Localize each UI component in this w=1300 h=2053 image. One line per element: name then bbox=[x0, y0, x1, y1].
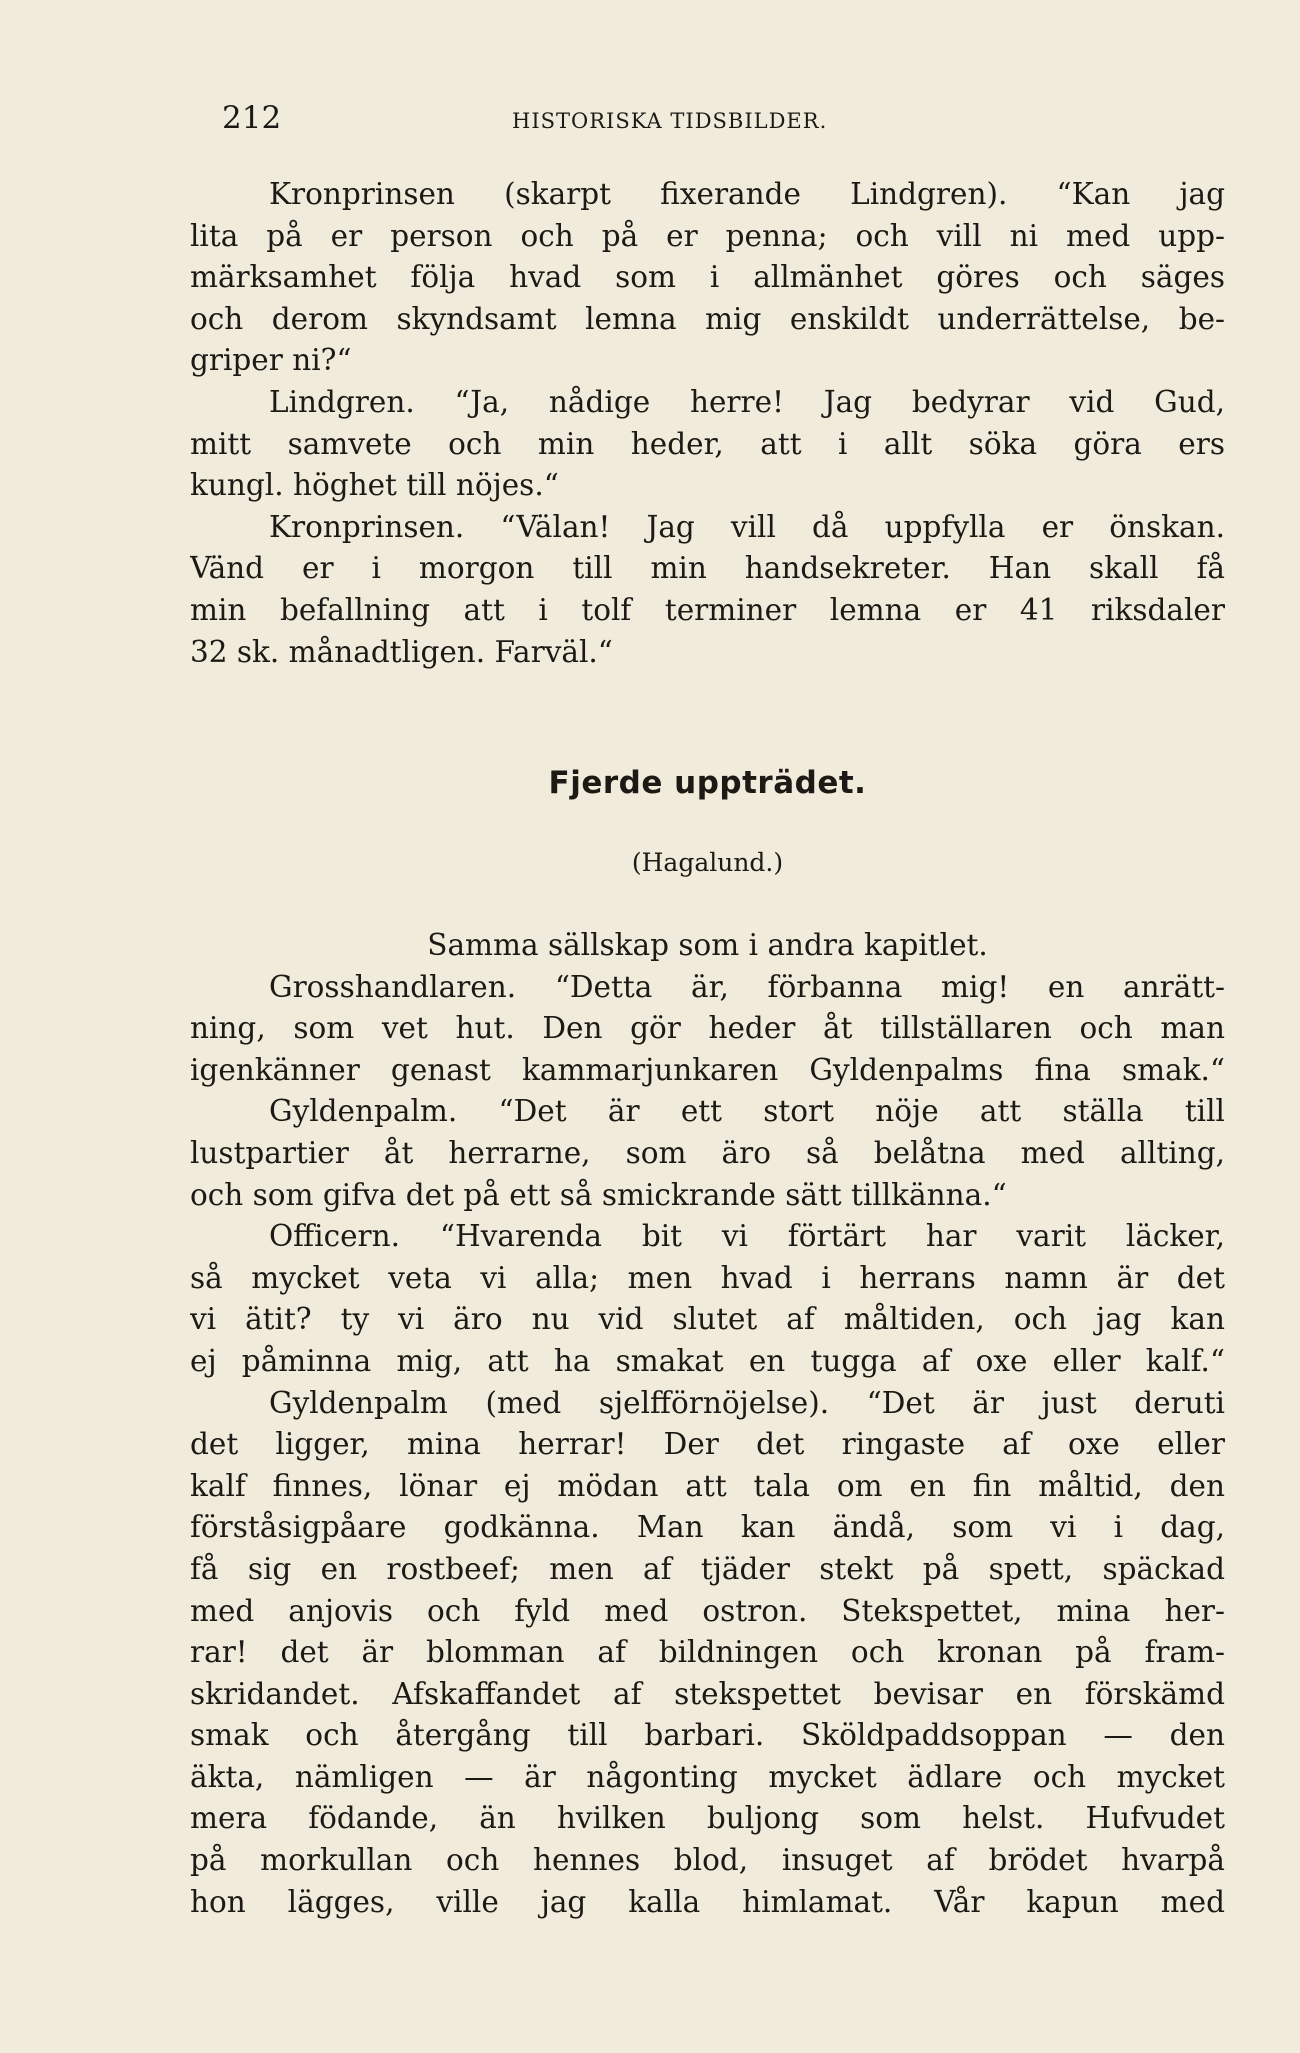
text-line: äkta, nämligen — är någonting mycket ädlare och mycket bbox=[190, 1759, 1225, 1794]
text-line: lita på er person och på er penna; och vill ni med upp- bbox=[190, 218, 1225, 253]
page-number: 212 bbox=[222, 100, 282, 136]
text-line: så mycket veta vi alla; men hvad i herrans namn är det bbox=[190, 1260, 1225, 1295]
text-line: och som gifva det på ett så smickrande sätt tillkänna.“ bbox=[190, 1177, 1007, 1212]
text-line: ning, som vet hut. Den gör heder åt tillställaren och man bbox=[190, 1011, 1225, 1046]
scene-bottom-text bbox=[190, 925, 1225, 1923]
text-line: Kronprinsen (skarpt fixerande Lindgren). “Kan jag bbox=[269, 177, 1225, 211]
text-line: Officern. “Hvarenda bit vi förtärt har varit läcker, bbox=[269, 1219, 1225, 1254]
text-line: smak och återgång till barbari. Sköldpaddsoppan — den bbox=[190, 1718, 1225, 1753]
text-line: skridandet. Afskaffandet af stekspettet bevisar en förskämd bbox=[190, 1676, 1225, 1711]
text-line: ej påminna mig, att ha smakat en tugga af oxe eller kalf.“ bbox=[190, 1343, 1225, 1378]
text-line: griper ni?“ bbox=[190, 343, 352, 378]
text-line: kungl. höghet till nöjes.“ bbox=[190, 468, 559, 503]
text-line: hon lägges, ville jag kalla himlamat. Vår kapun med bbox=[190, 1884, 1225, 1919]
text-line: förståsigpåare godkänna. Man kan ändå, som vi i dag, bbox=[190, 1510, 1225, 1545]
text-line: på morkullan och hennes blod, insuget af brödet hvarpå bbox=[190, 1843, 1225, 1878]
text-line: mitt samvete och min heder, att i allt söka göra ers bbox=[190, 426, 1225, 461]
text-line: 32 sk. månadtligen. Farväl.“ bbox=[190, 634, 613, 669]
section-title: Fjerde uppträdet. bbox=[548, 765, 867, 801]
text-line: Grosshandlaren. “Detta är, förbanna mig! en anrätt- bbox=[269, 969, 1225, 1004]
text-line: mera födande, än hvilken buljong som helst. Hufvudet bbox=[190, 1801, 1225, 1836]
text-line: Vänd er i morgon till min handsekreter. Han skall få bbox=[190, 551, 1225, 586]
text-line: igenkänner genast kammarjunkaren Gyldenpalms fina smak.“ bbox=[190, 1052, 1225, 1087]
running-head: HISTORISKA TIDSBILDER. bbox=[512, 109, 828, 133]
text-line: det ligger, mina herrar! Der det ringaste af oxe eller bbox=[190, 1427, 1225, 1462]
section-location: (Hagalund.) bbox=[631, 848, 784, 877]
text-line: Gyldenpalm. “Det är ett stort nöje att ställa till bbox=[269, 1094, 1225, 1129]
text-line: Gyldenpalm (med sjelfförnöjelse). “Det är just deruti bbox=[269, 1385, 1225, 1420]
text-line: Kronprinsen. “Välan! Jag vill då uppfylla er önskan. bbox=[269, 509, 1225, 544]
page-header bbox=[222, 100, 882, 140]
text-line: och derom skyndsamt lemna mig enskildt underrättelse, be- bbox=[190, 301, 1225, 336]
text-line: min befallning att i tolf terminer lemna er 41 riksdaler bbox=[190, 592, 1225, 627]
text-line: Samma sällskap som i andra kapitlet. bbox=[427, 928, 988, 962]
text-line: vi ätit? ty vi äro nu vid slutet af måltiden, och jag kan bbox=[190, 1302, 1225, 1337]
text-line: Lindgren. “Ja, nådige herre! Jag bedyrar vid Gud, bbox=[269, 384, 1225, 419]
text-line: med anjovis och fyld med ostron. Stekspettet, mina her- bbox=[190, 1593, 1225, 1628]
text-line: rar! det är blomman af bildningen och kronan på fram- bbox=[190, 1635, 1225, 1670]
text-line: märksamhet följa hvad som i allmänhet göres och säges bbox=[190, 260, 1225, 295]
text-line: få sig en rostbeef; men af tjäder stekt på spett, späckad bbox=[190, 1551, 1225, 1586]
scene-top-text bbox=[190, 174, 1225, 673]
text-line: kalf finnes, lönar ej mödan att tala om en fin måltid, den bbox=[190, 1468, 1225, 1503]
text-line: lustpartier åt herrarne, som äro så belåtna med allting, bbox=[190, 1135, 1225, 1170]
